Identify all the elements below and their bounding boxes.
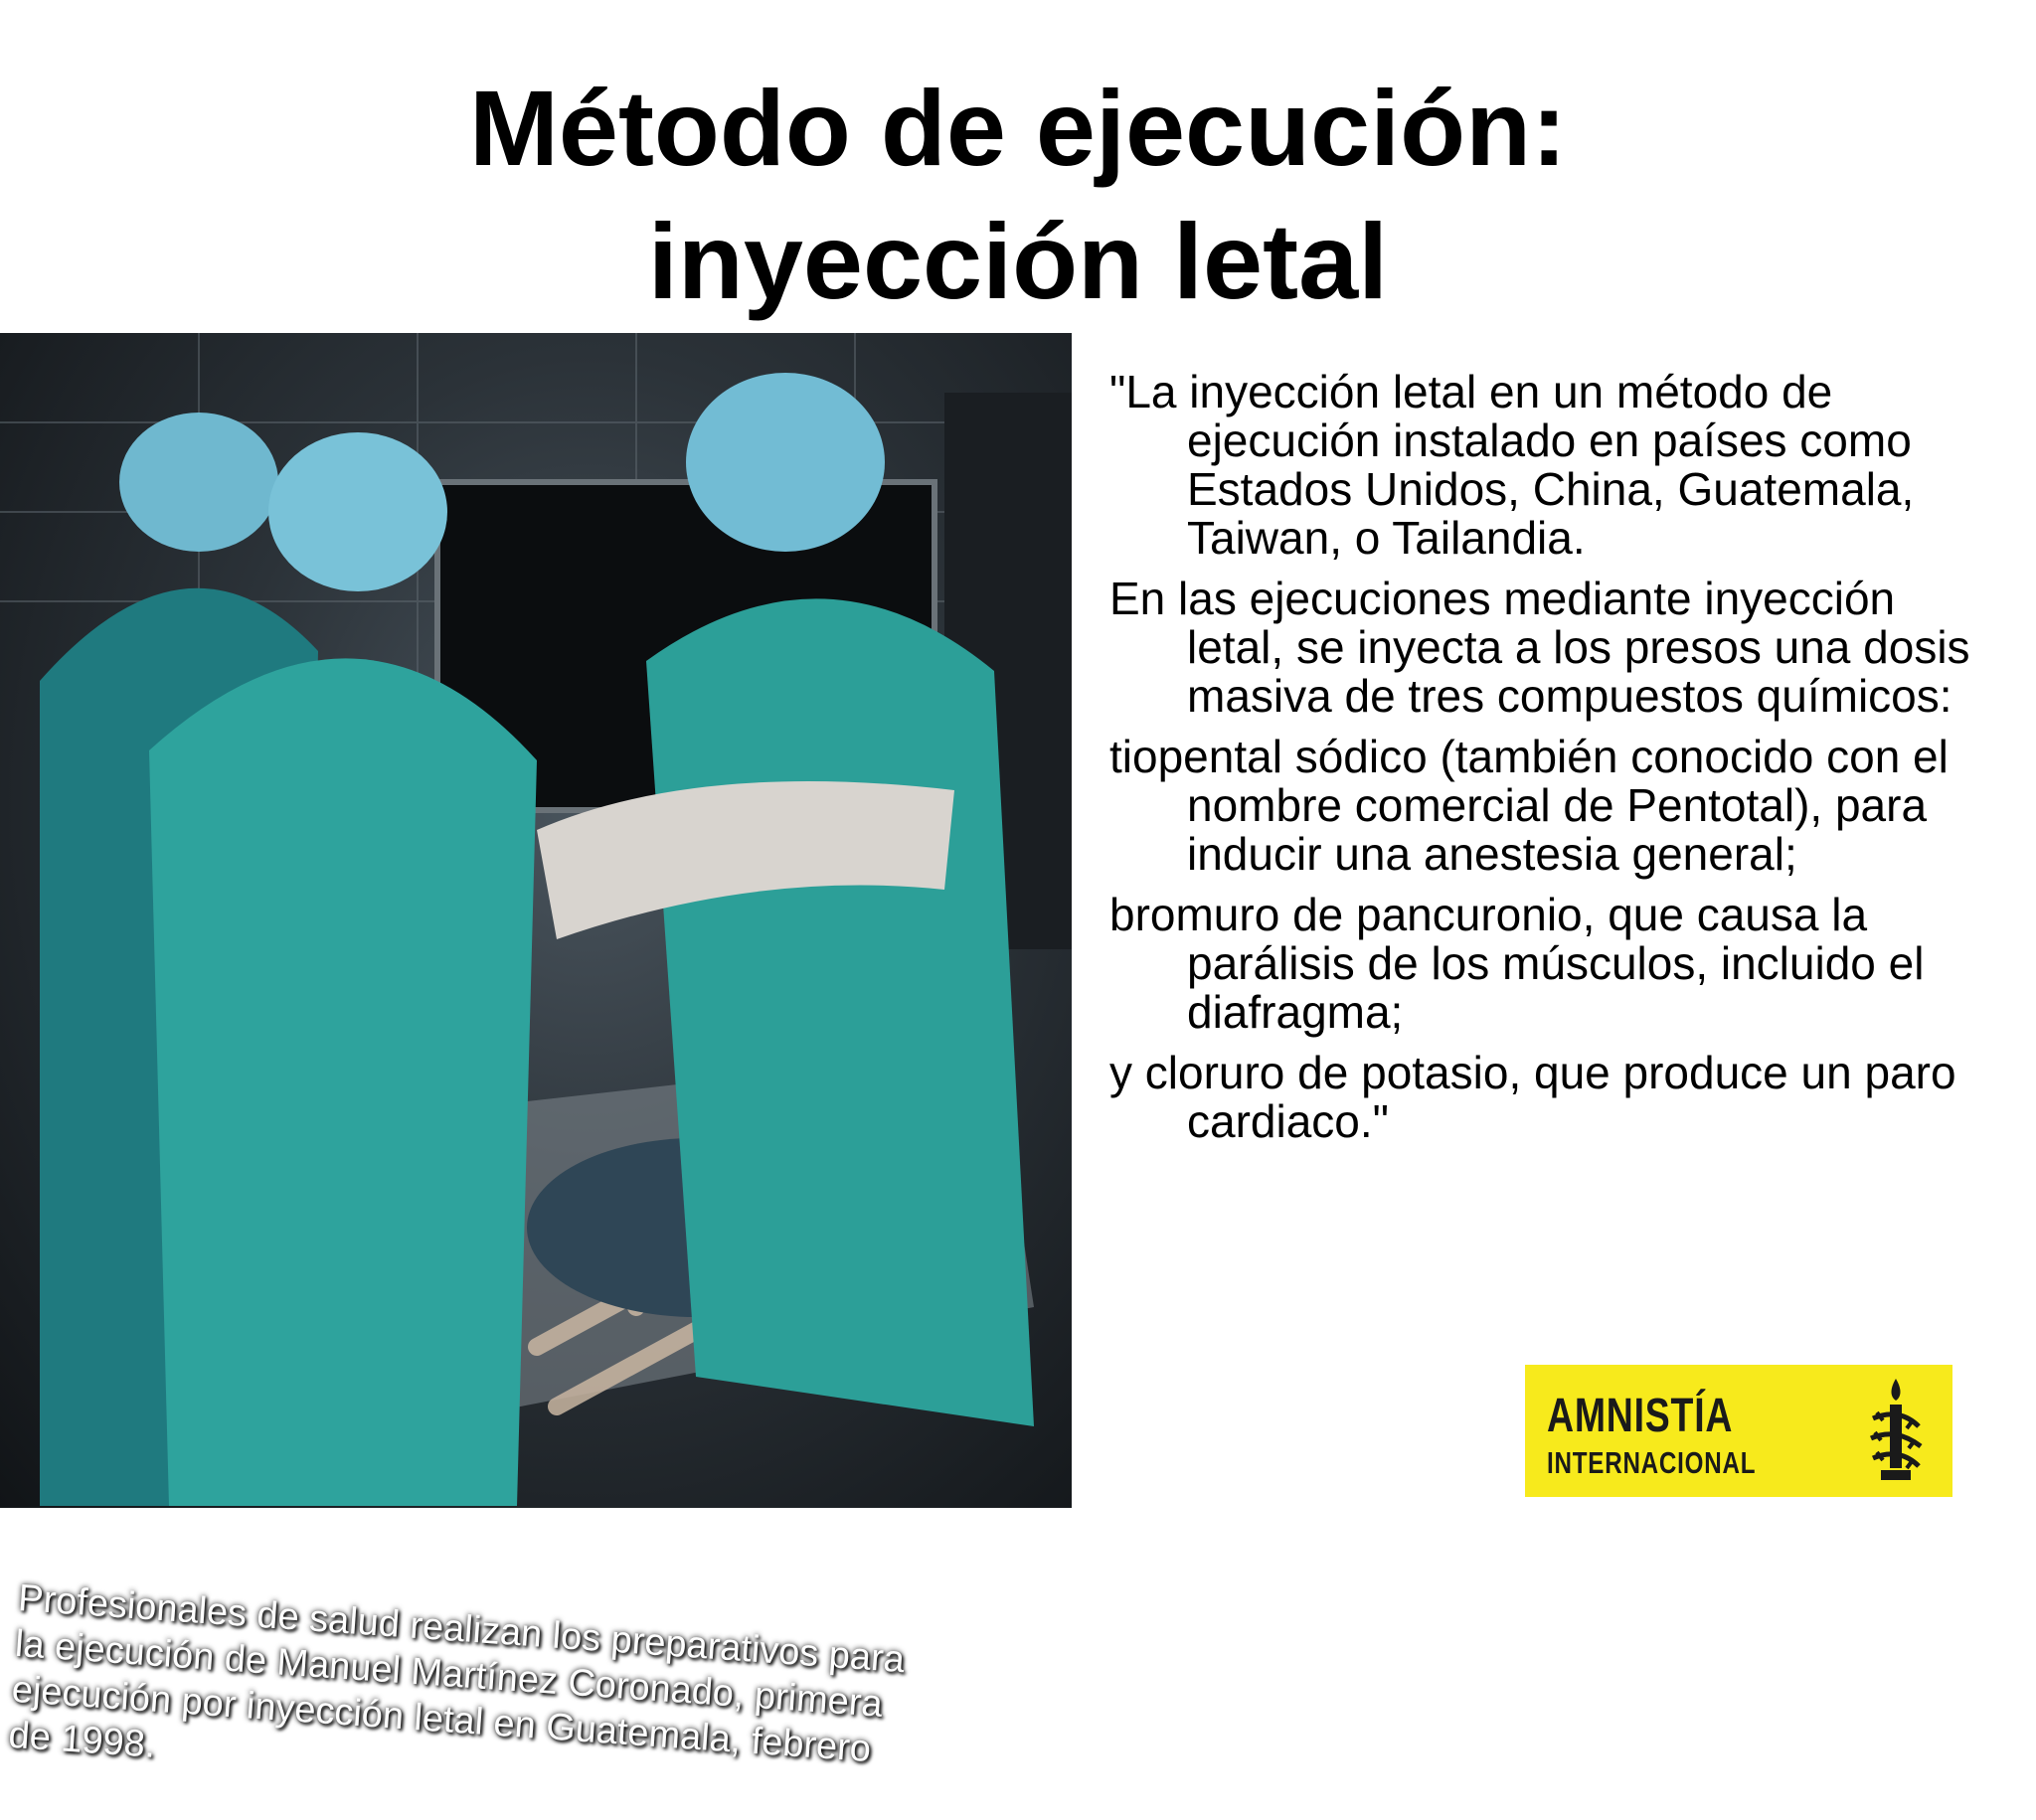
photo-caption: Profesionales de salud realizan los preparativos para la ejecución de Manuel Martínez Coronado, primera ejecución por inyección letal en Guatemala, febrero de 1998. bbox=[7, 1576, 907, 1771]
quote-body bbox=[1109, 368, 1984, 1158]
slide-title bbox=[0, 62, 2036, 328]
amnesty-logo bbox=[1525, 1365, 1952, 1497]
paragraph-4: bromuro de pancuronio, que causa la parálisis de los músculos, incluido el diafragma; bbox=[1109, 889, 1925, 1038]
paragraph-5: y cloruro de potasio, que produce un paro cardiaco." bbox=[1109, 1047, 1956, 1147]
paragraph-1: "La inyección letal en un método de ejecución instalado en países como Estados Unidos, China, Guatemala, Taiwan, o Tailandia. bbox=[1109, 366, 1915, 564]
title-line-1: Método de ejecución: bbox=[468, 68, 1568, 188]
paragraph-3: tiopental sódico (también conocido con el nombre comercial de Pentotal), para inducir una anestesia general; bbox=[1109, 731, 1949, 880]
execution-photo bbox=[0, 333, 1072, 1771]
paragraph-2: En las ejecuciones mediante inyección letal, se inyecta a los presos una dosis masiva de tres compuestos químicos: bbox=[1109, 573, 1970, 722]
logo-line-2: INTERNACIONAL bbox=[1547, 1445, 1757, 1480]
logo-line-1: AMNISTÍA bbox=[1547, 1390, 1734, 1442]
title-line-2: inyección letal bbox=[647, 201, 1389, 321]
photo-illustration bbox=[0, 333, 1072, 1508]
candle-in-barbed-wire-icon bbox=[1861, 1375, 1931, 1486]
